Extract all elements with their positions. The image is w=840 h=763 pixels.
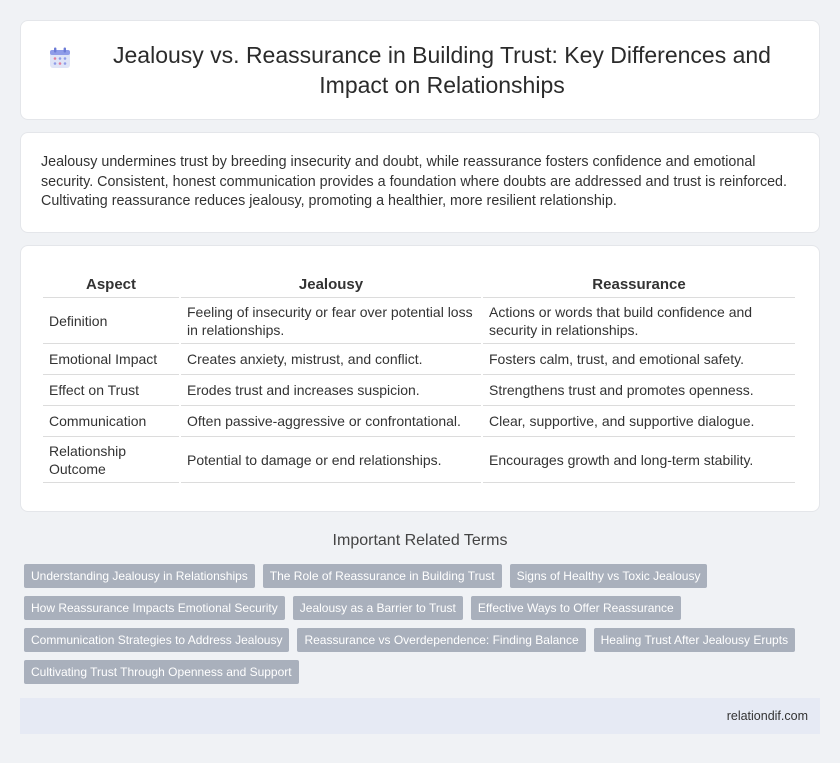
- reassurance-cell: Encourages growth and long-term stability.: [483, 437, 795, 483]
- table-row: [43, 375, 795, 406]
- reassurance-cell: Strengthens trust and promotes openness.: [483, 375, 795, 406]
- aspect-cell: Communication: [43, 406, 179, 437]
- table-row: [43, 437, 795, 483]
- footer: [20, 698, 820, 734]
- table-row: [43, 406, 795, 437]
- jealousy-cell: Erodes trust and increases suspicion.: [181, 375, 481, 406]
- reassurance-cell: Clear, supportive, and supportive dialogue.: [483, 406, 795, 437]
- header-jealousy: Jealousy: [181, 274, 481, 298]
- jealousy-cell: Potential to damage or end relationships.: [181, 437, 481, 483]
- comparison-table: [41, 274, 797, 483]
- related-term-link[interactable]: Cultivating Trust Through Openness and Support: [24, 660, 299, 684]
- footer-site[interactable]: relationdif.com: [726, 709, 808, 723]
- related-term-link[interactable]: Understanding Jealousy in Relationships: [24, 564, 255, 588]
- related-term-link[interactable]: Jealousy as a Barrier to Trust: [293, 596, 463, 620]
- table-row: [43, 344, 795, 375]
- intro-card: [20, 132, 820, 233]
- header-aspect: Aspect: [43, 274, 179, 298]
- reassurance-cell: Actions or words that build confidence and security in relationships.: [483, 298, 795, 344]
- table-row: [43, 298, 795, 344]
- related-term-link[interactable]: The Role of Reassurance in Building Trust: [263, 564, 502, 588]
- intro-text: Jealousy undermines trust by breeding insecurity and doubt, while reassurance fosters confidence and emotional security. Consistent, honest communication provides a foundation where doubts are addressed and trust is reinforced. Cultivating reassurance reduces jealousy, promoting a healthier, more resilient relationship.: [41, 154, 787, 209]
- calendar-icon: [48, 46, 72, 70]
- aspect-cell: Definition: [43, 298, 179, 344]
- jealousy-cell: Creates anxiety, mistrust, and conflict.: [181, 344, 481, 375]
- aspect-cell: Effect on Trust: [43, 375, 179, 406]
- aspect-cell: Relationship Outcome: [43, 437, 179, 483]
- related-term-link[interactable]: Signs of Healthy vs Toxic Jealousy: [510, 564, 708, 588]
- related-term-link[interactable]: Healing Trust After Jealousy Erupts: [594, 628, 795, 652]
- jealousy-cell: Often passive-aggressive or confrontational.: [181, 406, 481, 437]
- related-terms-list: [24, 564, 820, 684]
- jealousy-cell: Feeling of insecurity or fear over potential loss in relationships.: [181, 298, 481, 344]
- related-terms-title: Important Related Terms: [332, 532, 508, 549]
- comparison-table-card: [20, 245, 820, 512]
- header-reassurance: Reassurance: [483, 274, 795, 298]
- related-term-link[interactable]: Reassurance vs Overdependence: Finding Balance: [297, 628, 585, 652]
- page-title: Jealousy vs. Reassurance in Building Trust: Key Differences and Impact on Relationships: [113, 42, 771, 98]
- aspect-cell: Emotional Impact: [43, 344, 179, 375]
- related-term-link[interactable]: Communication Strategies to Address Jealousy: [24, 628, 289, 652]
- reassurance-cell: Fosters calm, trust, and emotional safety.: [483, 344, 795, 375]
- related-term-link[interactable]: Effective Ways to Offer Reassurance: [471, 596, 681, 620]
- header-card: [20, 20, 820, 120]
- related-term-link[interactable]: How Reassurance Impacts Emotional Security: [24, 596, 285, 620]
